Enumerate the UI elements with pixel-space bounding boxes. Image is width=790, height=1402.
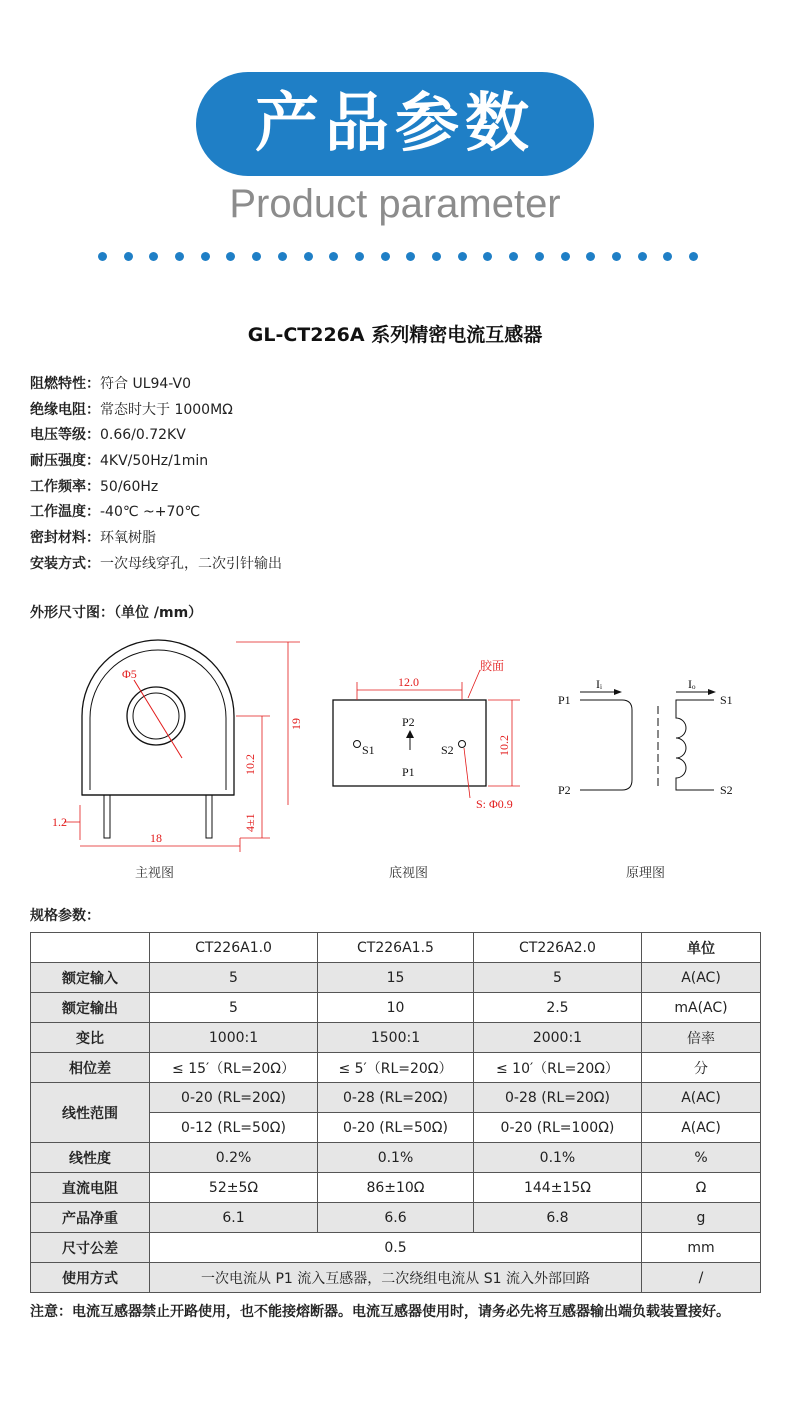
table-cell: 6.1 xyxy=(150,1203,318,1233)
page-subtitle: Product parameter xyxy=(229,182,561,226)
table-cell: 分 xyxy=(642,1053,761,1083)
divider-dot xyxy=(381,252,390,261)
row-label: 线性范围 xyxy=(31,1083,150,1143)
row-label: 线性度 xyxy=(31,1143,150,1173)
table-cell: % xyxy=(642,1143,761,1173)
bottom-caption: 底视图 xyxy=(389,866,429,881)
page-title: 产品参数 xyxy=(255,87,535,161)
table-cell: mA(AC) xyxy=(642,993,761,1023)
schem-s2: S2 xyxy=(720,783,733,797)
table-cell: 0.5 xyxy=(150,1233,642,1263)
divider-dot xyxy=(586,252,595,261)
divider-dot xyxy=(175,252,184,261)
table-row xyxy=(31,963,761,993)
table-row xyxy=(31,1233,761,1263)
table-cell: ≤ 15′（RL=20Ω） xyxy=(150,1053,318,1083)
table-row xyxy=(31,993,761,1023)
table-cell: 0-12 (RL=50Ω) xyxy=(150,1113,318,1143)
divider-dot xyxy=(304,252,313,261)
table-header-cell: CT226A2.0 xyxy=(473,933,641,963)
table-cell: 0-20 (RL=50Ω) xyxy=(318,1113,474,1143)
dimension-drawing xyxy=(0,630,790,890)
row-label: 使用方式 xyxy=(31,1263,150,1293)
spec-key: 安装方式： xyxy=(30,555,100,572)
spec-key: 绝缘电阻： xyxy=(30,401,100,418)
product-title: GL-CT226A 系列精密电流互感器 xyxy=(247,324,543,346)
table-cell: 1500:1 xyxy=(318,1023,474,1053)
divider-dot xyxy=(612,252,621,261)
table-header-cell: CT226A1.5 xyxy=(318,933,474,963)
table-header-cell xyxy=(31,933,150,963)
divider-dot xyxy=(201,252,210,261)
table-cell: ≤ 5′（RL=20Ω） xyxy=(318,1053,474,1083)
table-cell: 52±5Ω xyxy=(150,1173,318,1203)
front-width-label: 18 xyxy=(150,831,162,845)
spec-item xyxy=(30,449,730,475)
row-label: 尺寸公差 xyxy=(31,1233,150,1263)
dot-divider xyxy=(98,250,698,264)
bottom-s2: S2 xyxy=(441,743,454,757)
divider-dot xyxy=(98,252,107,261)
front-view xyxy=(52,640,303,852)
table-cell: 0-28 (RL=20Ω) xyxy=(473,1083,641,1113)
table-cell: 一次电流从 P1 流入互感器，二次绕组电流从 S1 流入外部回路 xyxy=(150,1263,642,1293)
table-cell: 2.5 xyxy=(473,993,641,1023)
schem-p1: P1 xyxy=(558,693,571,707)
spec-item xyxy=(30,423,730,449)
table-cell: 5 xyxy=(150,993,318,1023)
spec-value: 环氧树脂 xyxy=(100,530,156,547)
table-header-cell: 单位 xyxy=(642,933,761,963)
row-label: 直流电阻 xyxy=(31,1173,150,1203)
front-offset-label: 1.2 xyxy=(52,815,67,829)
schem-s1: S1 xyxy=(720,693,733,707)
spec-key: 工作频率： xyxy=(30,478,100,495)
spec-key: 工作温度： xyxy=(30,504,100,521)
schematic-caption: 原理图 xyxy=(626,866,666,881)
spec-item xyxy=(30,398,730,424)
table-header-cell: CT226A1.0 xyxy=(150,933,318,963)
table-cell: 1000:1 xyxy=(150,1023,318,1053)
table-row xyxy=(31,1173,761,1203)
bottom-p2: P2 xyxy=(402,715,415,729)
table-cell: 倍率 xyxy=(642,1023,761,1053)
front-hole-label: Φ5 xyxy=(122,667,137,681)
spec-value: 0.66/0.72KV xyxy=(100,427,186,444)
bottom-view xyxy=(333,659,520,811)
bottom-height-label: 10.2 xyxy=(497,735,511,756)
divider-dot xyxy=(458,252,467,261)
table-row xyxy=(31,1023,761,1053)
spec-item xyxy=(30,526,730,552)
table-cell: 6.6 xyxy=(318,1203,474,1233)
divider-dot xyxy=(483,252,492,261)
bottom-p1: P1 xyxy=(402,765,415,779)
divider-dot xyxy=(561,252,570,261)
schem-p2: P2 xyxy=(558,783,571,797)
table-cell: mm xyxy=(642,1233,761,1263)
table-cell: 15 xyxy=(318,963,474,993)
table-row xyxy=(31,1083,761,1113)
divider-dot xyxy=(509,252,518,261)
front-pin-label: 4±1 xyxy=(243,813,257,832)
row-label: 产品净重 xyxy=(31,1203,150,1233)
bottom-s1: S1 xyxy=(362,743,375,757)
table-cell: 0.1% xyxy=(318,1143,474,1173)
table-cell: 10 xyxy=(318,993,474,1023)
bottom-pin-label: S: Φ0.9 xyxy=(476,797,513,811)
divider-dot xyxy=(329,252,338,261)
front-mid-label: 10.2 xyxy=(243,754,257,775)
divider-dot xyxy=(638,252,647,261)
table-cell: 0.1% xyxy=(473,1143,641,1173)
divider-dot xyxy=(432,252,441,261)
divider-dot xyxy=(278,252,287,261)
table-row xyxy=(31,1053,761,1083)
table-cell: 0.2% xyxy=(150,1143,318,1173)
spec-value: 符合 UL94-V0 xyxy=(100,376,192,392)
table-label: 规格参数： xyxy=(30,908,100,924)
row-label: 额定输入 xyxy=(31,963,150,993)
table-cell: 6.8 xyxy=(473,1203,641,1233)
spec-key: 密封材料： xyxy=(30,530,100,547)
spec-value: 4KV/50Hz/1min xyxy=(100,453,209,470)
table-cell: 5 xyxy=(473,963,641,993)
spec-value: -40℃ ~+70℃ xyxy=(100,504,201,521)
spec-key: 电压等级： xyxy=(30,427,100,444)
table-cell: ≤ 10′（RL=20Ω） xyxy=(473,1053,641,1083)
table-cell: 144±15Ω xyxy=(473,1173,641,1203)
divider-dot xyxy=(149,252,158,261)
front-caption: 主视图 xyxy=(135,866,175,881)
divider-dot xyxy=(535,252,544,261)
row-label: 额定输出 xyxy=(31,993,150,1023)
spec-item xyxy=(30,372,730,398)
divider-dot xyxy=(689,252,698,261)
schematic-view xyxy=(558,677,733,797)
table-cell: A(AC) xyxy=(642,963,761,993)
table-cell: 5 xyxy=(150,963,318,993)
table-cell: g xyxy=(642,1203,761,1233)
spec-table xyxy=(30,932,761,1293)
table-cell: 0-28 (RL=20Ω) xyxy=(318,1083,474,1113)
spec-item xyxy=(30,552,730,578)
spec-value: 常态时大于 1000MΩ xyxy=(100,401,233,418)
table-cell: 0-20 (RL=20Ω) xyxy=(150,1083,318,1113)
table-cell: 0-20 (RL=100Ω) xyxy=(473,1113,641,1143)
row-label: 相位差 xyxy=(31,1053,150,1083)
table-header-row xyxy=(31,933,761,963)
table-cell: 2000:1 xyxy=(473,1023,641,1053)
schem-ii: Iᵢ xyxy=(596,677,602,691)
table-row xyxy=(31,1263,761,1293)
table-cell: Ω xyxy=(642,1173,761,1203)
divider-dot xyxy=(663,252,672,261)
table-row xyxy=(31,1143,761,1173)
warning-note: 注意：电流互感器禁止开路使用，也不能接熔断器。电流互感器使用时，请务必先将互感器输出端负载装置接好。 xyxy=(30,1304,730,1320)
divider-dot xyxy=(124,252,133,261)
bottom-glue-label: 胶面 xyxy=(480,659,505,673)
spec-list xyxy=(30,372,730,578)
dimension-label: 外形尺寸图：（单位 /mm） xyxy=(30,605,203,621)
spec-item xyxy=(30,475,730,501)
table-row xyxy=(31,1203,761,1233)
spec-item xyxy=(30,500,730,526)
divider-dot xyxy=(252,252,261,261)
divider-dot xyxy=(226,252,235,261)
spec-value: 一次母线穿孔，二次引针输出 xyxy=(100,555,282,572)
table-cell: A(AC) xyxy=(642,1113,761,1143)
bottom-width-label: 12.0 xyxy=(398,675,419,689)
spec-value: 50/60Hz xyxy=(100,478,159,495)
table-cell: 86±10Ω xyxy=(318,1173,474,1203)
schem-io: Iₒ xyxy=(688,677,696,691)
divider-dot xyxy=(406,252,415,261)
table-cell: A(AC) xyxy=(642,1083,761,1113)
spec-key: 耐压强度： xyxy=(30,453,100,470)
title-banner xyxy=(196,72,594,176)
row-label: 变比 xyxy=(31,1023,150,1053)
table-cell: / xyxy=(642,1263,761,1293)
divider-dot xyxy=(355,252,364,261)
front-height-label: 19 xyxy=(289,718,303,730)
spec-key: 阻燃特性： xyxy=(30,376,100,392)
